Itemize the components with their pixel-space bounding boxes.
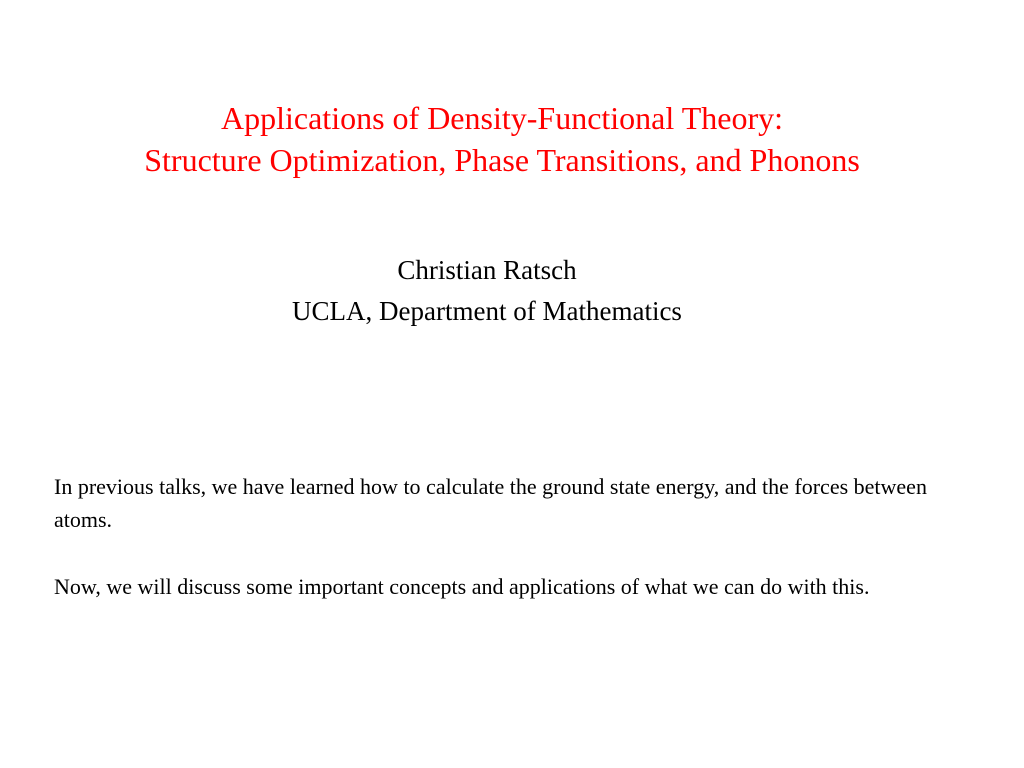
body-paragraph-2: Now, we will discuss some important concepts and applications of what we can do with this. (54, 574, 870, 599)
author-affiliation: UCLA, Department of Mathematics (292, 296, 682, 326)
author-name: Christian Ratsch (397, 255, 577, 285)
title-line-2: Structure Optimization, Phase Transitions, and Phonons (144, 142, 860, 178)
slide-title (0, 97, 1004, 181)
slide-body (54, 470, 984, 637)
body-paragraph-1: In previous talks, we have learned how to calculate the ground state energy, and the forces between atoms. (54, 474, 927, 532)
author-block (0, 250, 974, 332)
title-line-1: Applications of Density-Functional Theory: (221, 100, 783, 136)
